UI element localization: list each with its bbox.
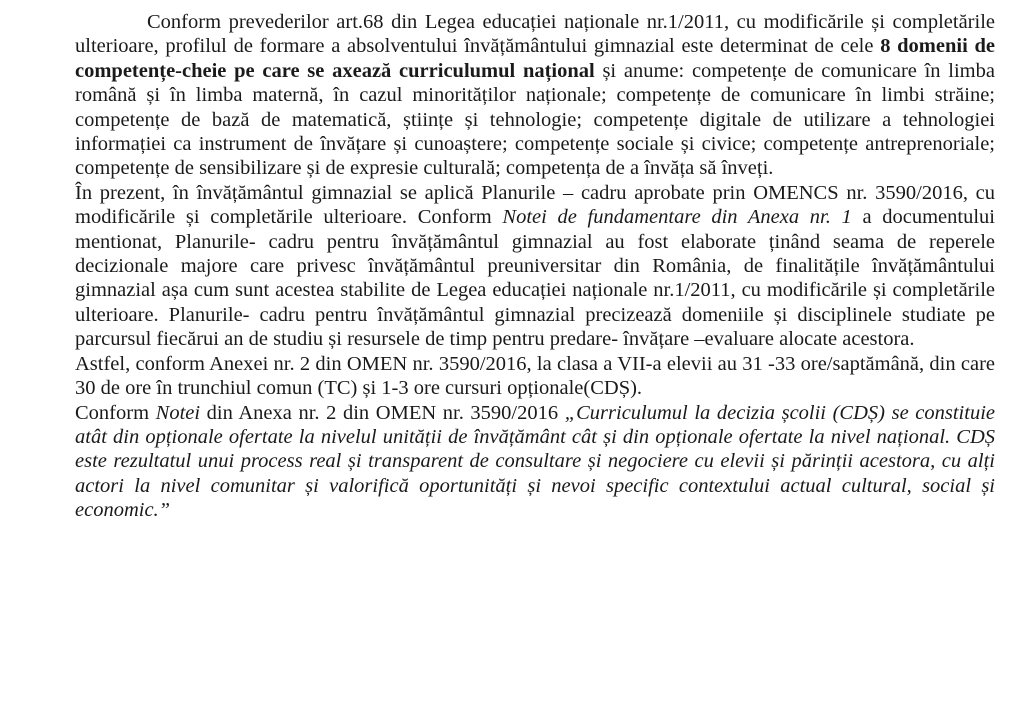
p2-italic-note: Notei de fundamentare din Anexa nr. 1 (502, 206, 852, 229)
p4-italic-notei: Notei (155, 401, 201, 424)
p1-text-2: și anume: competențe de comunicare în limba română și în limba maternă, în cazul minorităților naționale; competențe de comunicare în limbi străine; competențe de bază de matematică, științe și tehnologie; competențe digitale de utilizare a tehnologiei informației ca instrument de învățare și cunoaștere; competențe sociale și civice; competențe antreprenoriale; competențe de sensibilizare și de expresie culturală; competența de a învăța să înveți. (75, 59, 995, 180)
paragraph-competences (75, 10, 995, 181)
p2-text-2: a documentului mentionat, Planurile- cadru pentru învățământul gimnazial au fost elaborate ținând seama de reperele decizionale majore care privesc învățământul preuniversitar din România, de finalitățile învățământului gimnazial așa cum sunt acestea stabilite de Legea educației naționale nr.1/2011, cu modificările și completările ulterioare. Planurile- cadru pentru învățământul gimnazial precizează domeniile și disciplinele studiate pe parcursul fiecărui an de studiu și resursele de timp pentru predare- învățare –evaluare alocate acestora. (75, 206, 995, 351)
document-page (75, 10, 995, 523)
p4-text-1: Conform (75, 401, 156, 424)
paragraph-cds-note (75, 401, 995, 523)
paragraph-class-hours (75, 352, 995, 401)
p4-text-2: din Anexa nr. 2 din OMEN nr. 3590/2016 (200, 401, 565, 424)
paragraph-framework-plans (75, 181, 995, 352)
p1-text-1: Conform prevederilor art.68 din Legea educației naționale nr.1/2011, cu modificările și completările ulterioare, profilul de formare a absolventului învățământului gimnazial este determinat de cele (75, 11, 995, 58)
p3-text-1: Astfel, conform Anexei nr. 2 din OMEN nr. 3590/2016, la clasa a VII-a elevii au 31 -33 ore/saptămână, din care 30 de ore în trunchiul comun (TC) și 1-3 ore cursuri opționale(CDȘ). (75, 352, 995, 400)
p1-bold-key-competences: 8 domenii de competențe-cheie pe care se axează curriculumul național (75, 35, 995, 82)
p2-text-1: În prezent, în învățământul gimnazial se aplică Planurile – cadru aprobate prin OMENCS nr. 3590/2016, cu modificările și completările ulterioare. Conform (75, 181, 995, 229)
p4-italic-quote: „Curriculumul la decizia școlii (CDȘ) se constituie atât din opționale ofertate la nivelul unității de învățământ cât și din opționale ofertate la nivel național. CDȘ este rezultatul unui process real și transparent de consultare și negociere cu elevii și părinții acestora, cu alți actori la nivel comunitar și valorifică oportunități și nevoi specific contextului actual cultural, social și economic.” (75, 401, 995, 522)
